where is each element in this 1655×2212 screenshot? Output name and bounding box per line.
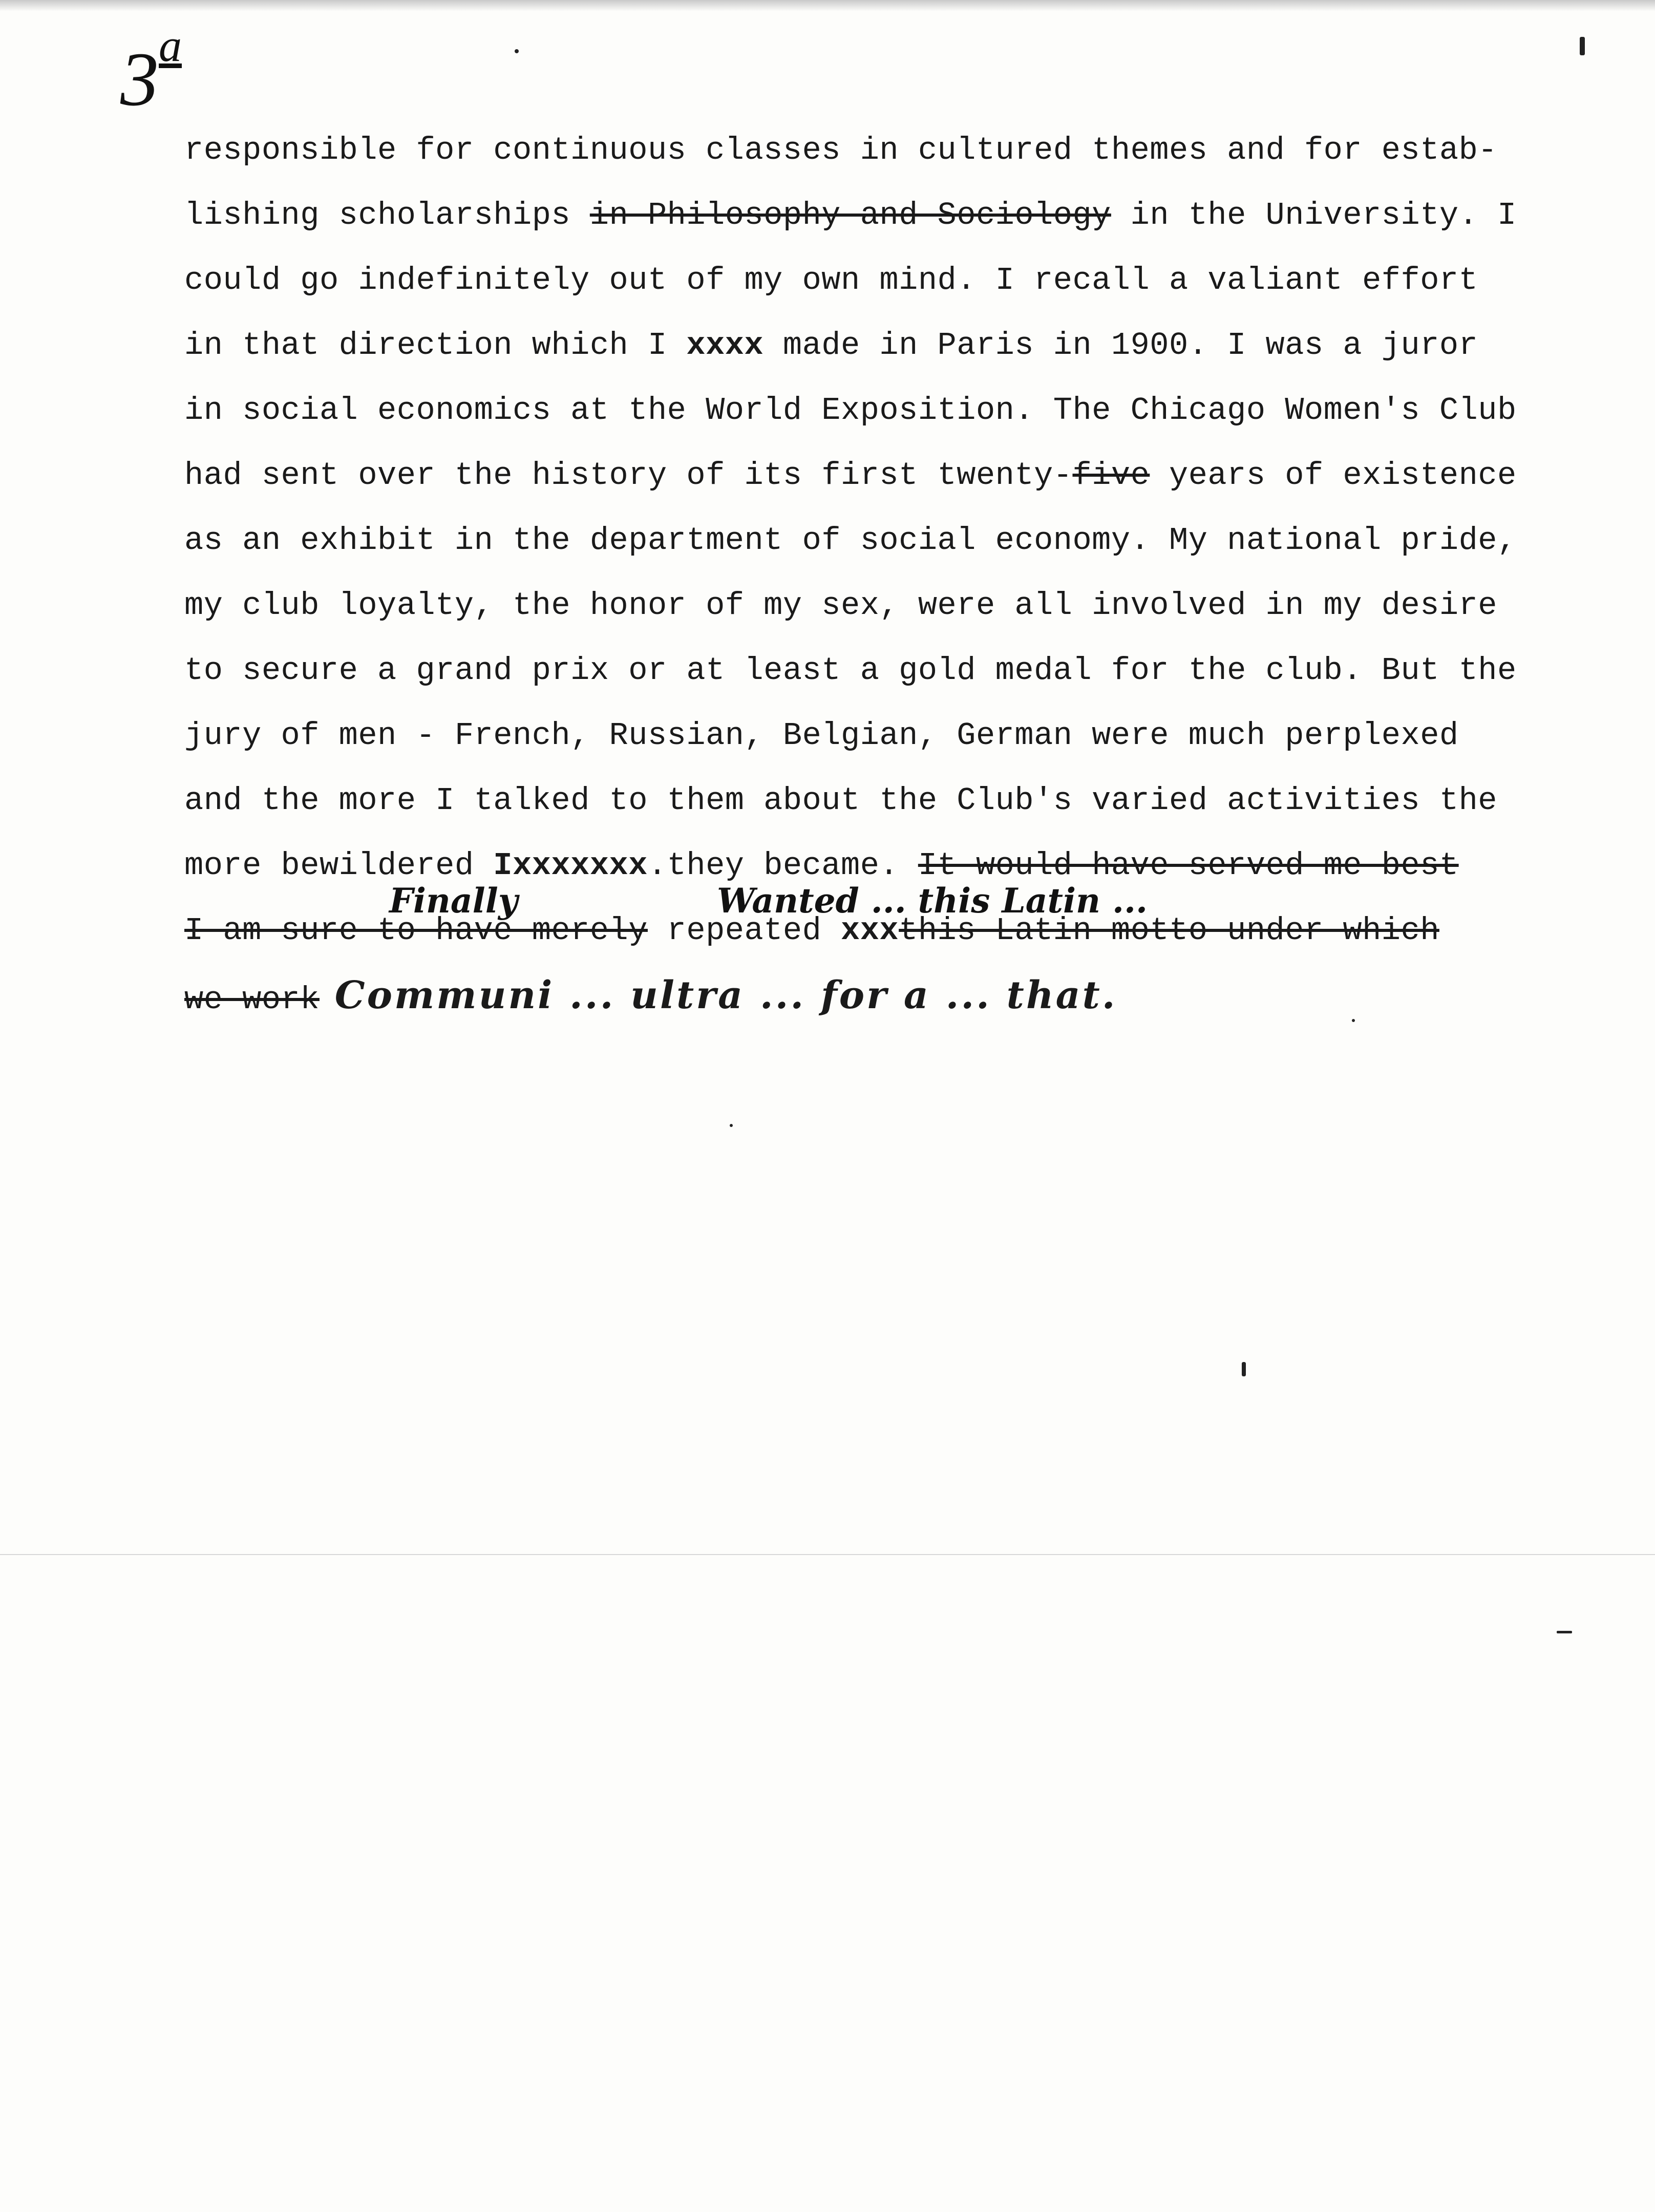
line-text: in the University. I [1111,197,1517,233]
scan-speck [1352,1019,1355,1022]
text-line [184,443,1536,508]
line-text: more bewildered [184,847,494,884]
scan-speck [1580,37,1585,55]
line-text: lishing scholarships [184,197,590,233]
handwritten-insertion: Finally [389,881,518,921]
fold-line [0,1554,1655,1555]
page-number [120,20,182,122]
typed-over-text: xxxx [686,327,764,364]
struck-text: this Latin motto under which [899,912,1439,949]
scan-edge [0,0,1655,11]
handwritten-text: Communi ... ultra ... for a ... that. [319,973,1117,1017]
line-text: had sent over the history of its first twenty- [184,457,1073,494]
line-text: in social economics at the World Exposition. The Chicago Women's Club [184,392,1517,429]
struck-text: It would have served me best [918,847,1459,884]
scan-speck [1557,1631,1572,1633]
line-text: responsible for continuous classes in cultured themes and for estab- [184,132,1498,168]
line-text: could go indefinitely out of my own mind. I recall a valiant effort [184,262,1478,299]
text-line [184,378,1536,443]
text-line [184,183,1536,248]
page-number-main: 3 [120,37,159,122]
text-line [184,248,1536,313]
typed-over-text: xxx [841,912,899,949]
struck-text: in Philosophy and Sociology [589,197,1111,233]
handwritten-insertion: Wanted ... this Latin ... [717,881,1148,921]
line-text: as an exhibit in the department of social economy. My national pride, [184,522,1517,559]
struck-text: I am sure to have merely [184,912,648,949]
typed-over-text: Ixxxxxxx [493,847,648,884]
line-text: my club loyalty, the honor of my sex, were all involved in my desire [184,587,1498,624]
line-text: made in Paris in 1900. I was a juror [763,327,1478,364]
page-number-superscript: a [159,20,182,71]
text-line [184,638,1536,703]
line-text: repeated [647,912,841,949]
line-text: in that direction which I [184,327,687,364]
line-text: years of existence [1150,457,1517,494]
line-text: .they became. [647,847,918,884]
text-line [184,703,1536,768]
text-line [184,313,1536,378]
text-line [184,508,1536,573]
line-text: to secure a grand prix or at least a gold medal for the club. But the [184,652,1517,689]
text-line [184,118,1536,183]
text-line [184,768,1536,833]
struck-text: we work [184,982,320,1018]
scan-speck [1242,1362,1246,1376]
line-text: and the more I talked to them about the Club's varied activities the [184,782,1498,819]
text-line [184,963,1536,1028]
scan-speck [515,49,519,53]
line-text: jury of men - French, Russian, Belgian, German were much perplexed [184,717,1459,754]
struck-text: five [1072,457,1150,494]
text-line [184,573,1536,638]
scan-speck [730,1124,733,1127]
